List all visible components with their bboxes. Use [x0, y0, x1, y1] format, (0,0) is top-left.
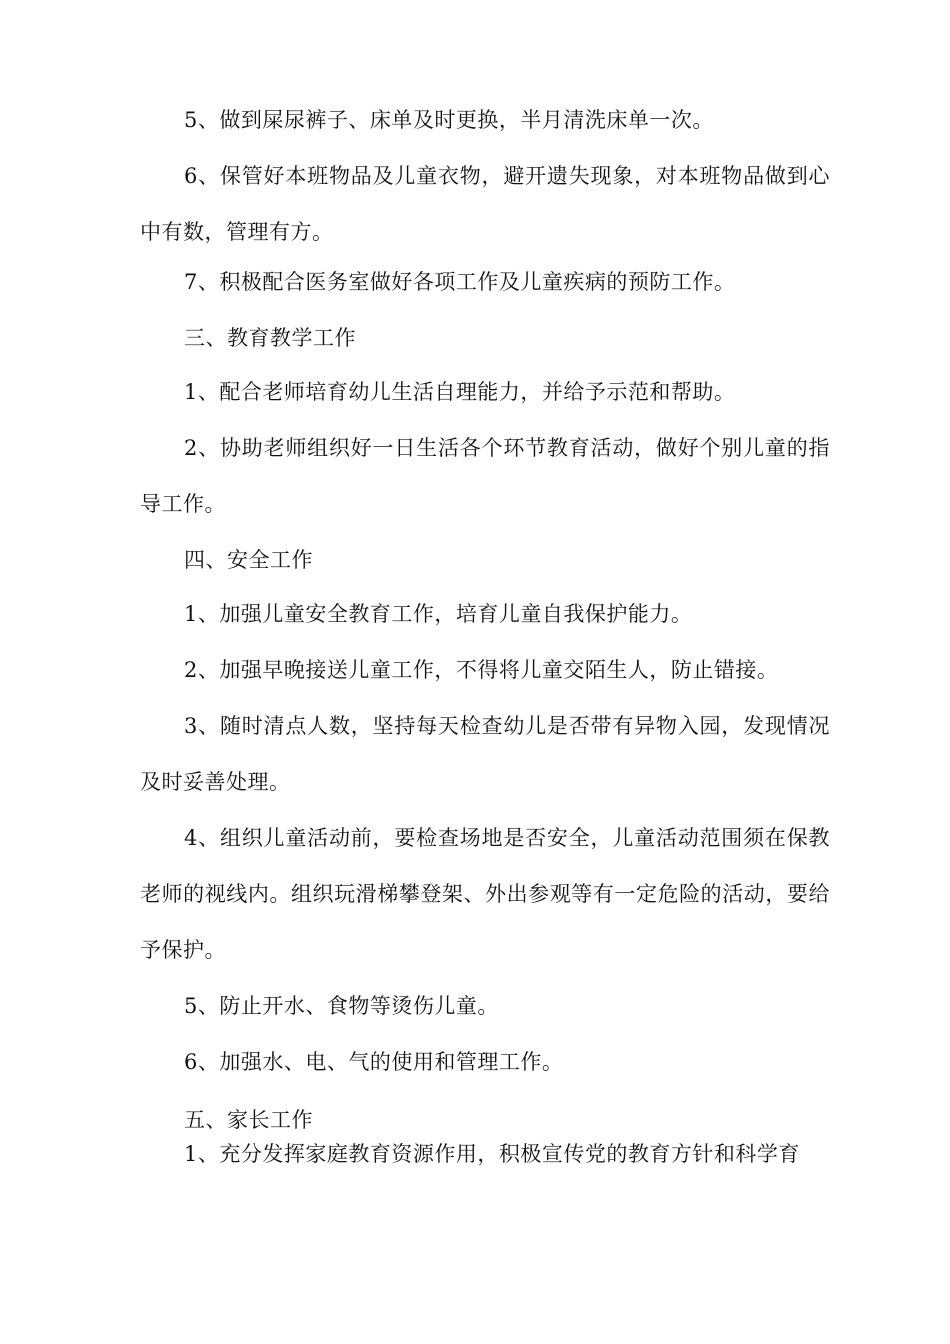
- paragraph: 5、防止开水、食物等烫伤儿童。: [184, 994, 499, 1018]
- paragraph: 2、加强早晚接送儿童工作，不得将儿童交陌生人，防止错接。: [184, 658, 779, 682]
- paragraph: 4、组织儿童活动前，要检查场地是否安全，儿童活动范围须在保教老师的视线内。组织玩滑梯攀登架、外出参观等有一定危险的活动，要给予保护。: [140, 826, 830, 962]
- paragraph: 6、保管好本班物品及儿童衣物，避开遗失现象，对本班物品做到心中有数，管理有方。: [140, 164, 830, 244]
- paragraph: 1、配合老师培育幼儿生活自理能力，并给予示范和帮助。: [184, 380, 736, 404]
- section-heading: 三、教育教学工作: [184, 326, 356, 350]
- paragraph: 2、协助老师组织好一日生活各个环节教育活动，做好个别儿童的指导工作。: [140, 436, 830, 516]
- paragraph: 7、积极配合医务室做好各项工作及儿童疾病的预防工作。: [184, 270, 736, 294]
- paragraph: 3、随时清点人数，坚持每天检查幼儿是否带有异物入园，发现情况及时妥善处理。: [140, 714, 830, 794]
- paragraph: 1、充分发挥家庭教育资源作用，积极宣传党的教育方针和科学育: [184, 1142, 800, 1166]
- paragraph: 1、加强儿童安全教育工作，培育儿童自我保护能力。: [184, 602, 693, 626]
- paragraph: 6、加强水、电、气的使用和管理工作。: [184, 1050, 564, 1074]
- section-heading: 五、家长工作: [184, 1108, 313, 1132]
- paragraph: 5、做到屎尿裤子、床单及时更换，半月清洗床单一次。: [184, 108, 714, 132]
- section-heading: 四、安全工作: [184, 548, 313, 572]
